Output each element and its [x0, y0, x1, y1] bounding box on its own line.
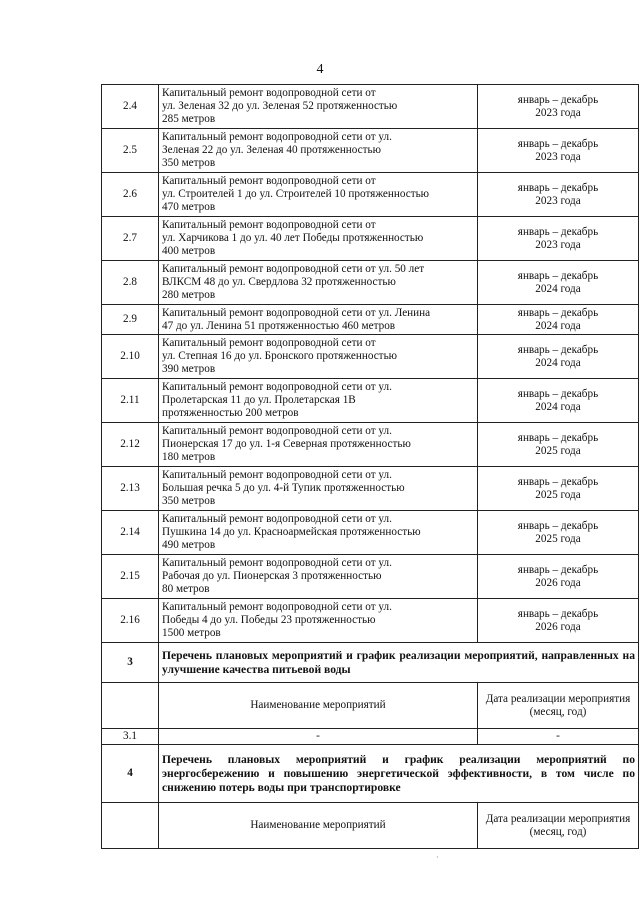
row-number: 2.11 [102, 379, 159, 423]
activity-name-line: Победы 4 до ул. Победы 23 протяженностью [162, 614, 376, 626]
activity-name-line: ул. Степная 16 до ул. Бронского протяженностью [162, 350, 398, 362]
activity-name-line: Капитальный ремонт водопроводной сети от ул. Ленина [162, 306, 431, 319]
row-name: - [159, 729, 478, 745]
row-number: 2.15 [102, 555, 159, 599]
section-4-header-date: Дата реализации мероприятия (месяц, год) [478, 803, 639, 849]
date-line: 2026 года [535, 576, 581, 589]
section-3-title: Перечень плановых мероприятий и график реализации мероприятий, направленных на улучшение качества питьевой воды [159, 643, 639, 683]
date-line: 2023 года [535, 238, 581, 251]
table-row [102, 555, 639, 599]
section-3-header-name: Наименование мероприятий [159, 683, 478, 729]
activity-name-line: Капитальный ремонт водопроводной сети от ул. [162, 513, 392, 525]
activity-name-line: 285 метров [162, 113, 216, 125]
section-3-header-date: Дата реализации мероприятия (месяц, год) [478, 683, 639, 729]
date-line: январь – декабрь [517, 137, 599, 150]
activity-name-line: ул. Зеленая 32 до ул. Зеленая 52 протяженностью [162, 100, 398, 112]
table-row [102, 261, 639, 305]
table-row [102, 423, 639, 467]
activity-name-line: 1500 метров [162, 627, 221, 639]
row-date [478, 467, 639, 511]
date-line: январь – декабрь [517, 563, 599, 576]
activity-name-line: Капитальный ремонт водопроводной сети от ул. [162, 601, 392, 613]
date-line: 2023 года [535, 106, 581, 119]
row-date [478, 85, 639, 129]
date-line: 2024 года [535, 400, 581, 413]
activity-name-line: Рабочая до ул. Пионерская 3 протяженностью [162, 570, 382, 582]
date-line: январь – декабрь [517, 181, 599, 194]
row-number: 2.9 [102, 305, 159, 335]
row-number: 2.14 [102, 511, 159, 555]
date-line: 2023 года [535, 194, 581, 207]
section-4-header-empty [102, 803, 159, 849]
row-date [478, 217, 639, 261]
row-activity-name [159, 217, 478, 261]
date-line: 2024 года [535, 282, 581, 295]
row-number: 2.5 [102, 129, 159, 173]
row-activity-name [159, 129, 478, 173]
date-line: январь – декабрь [517, 519, 599, 532]
activity-name-line: 350 метров [162, 495, 216, 507]
section-4-number: 4 [102, 745, 159, 803]
activity-name-line: 470 метров [162, 201, 216, 213]
date-line: 2023 года [535, 150, 581, 163]
activities-table-body [102, 85, 639, 849]
activity-name-line: 180 метров [162, 451, 216, 463]
section-3-row [102, 729, 639, 745]
activity-name-line: ул. Харчикова 1 до ул. 40 лет Победы протяженностью [162, 232, 424, 244]
activities-table [101, 84, 639, 849]
date-line: 2025 года [535, 488, 581, 501]
activity-name-line: Капитальный ремонт водопроводной сети от ул. [162, 381, 392, 393]
section-4-header-row [102, 803, 639, 849]
table-row [102, 511, 639, 555]
activity-name-line: Зеленая 22 до ул. Зеленая 40 протяженностью [162, 144, 381, 156]
table-row [102, 335, 639, 379]
row-number: 2.6 [102, 173, 159, 217]
activity-name-line: Пионерская 17 до ул. 1-я Северная протяженностью [162, 438, 411, 450]
table-row [102, 129, 639, 173]
row-activity-name [159, 379, 478, 423]
row-date [478, 423, 639, 467]
date-line: январь – декабрь [517, 607, 599, 620]
date-line: 2024 года [535, 319, 581, 332]
date-line: 2026 года [535, 620, 581, 633]
section-4-header-name: Наименование мероприятий [159, 803, 478, 849]
row-date [478, 335, 639, 379]
date-line: январь – декабрь [517, 225, 599, 238]
section-3-number: 3 [102, 643, 159, 683]
row-activity-name [159, 555, 478, 599]
activity-name-line: Пролетарская 11 до ул. Пролетарская 1В [162, 394, 356, 406]
row-date [478, 261, 639, 305]
row-activity-name [159, 305, 478, 335]
row-number: 2.8 [102, 261, 159, 305]
row-number: 3.1 [102, 729, 159, 745]
date-line: январь – декабрь [517, 431, 599, 444]
row-date [478, 173, 639, 217]
activity-name-line: Капитальный ремонт водопроводной сети от ул. [162, 469, 392, 481]
table-row [102, 85, 639, 129]
activity-name-line: протяженностью 200 метров [162, 407, 299, 419]
date-line: январь – декабрь [517, 93, 599, 106]
row-number: 2.16 [102, 599, 159, 643]
row-date [478, 511, 639, 555]
activity-name-line: Капитальный ремонт водопроводной сети от [162, 87, 376, 99]
date-line: 2024 года [535, 356, 581, 369]
row-date [478, 379, 639, 423]
date-line: январь – декабрь [517, 387, 599, 400]
row-activity-name [159, 423, 478, 467]
activity-name-line: Капитальный ремонт водопроводной сети от [162, 337, 376, 349]
row-activity-name [159, 467, 478, 511]
activity-name-line: 350 метров [162, 157, 216, 169]
activity-name-line: 80 метров [162, 583, 210, 595]
row-date [478, 599, 639, 643]
table-row [102, 305, 639, 335]
date-line: 2025 года [535, 532, 581, 545]
section-4-title-row [102, 745, 639, 803]
activity-name-line: Капитальный ремонт водопроводной сети от ул. [162, 131, 392, 143]
activity-name-line: ВЛКСМ 48 до ул. Свердлова 32 протяженностью [162, 276, 396, 288]
date-line: 2025 года [535, 444, 581, 457]
scan-speck: · [436, 853, 439, 862]
row-number: 2.10 [102, 335, 159, 379]
activity-name-line: Пушкина 14 до ул. Красноармейская протяженностью [162, 526, 421, 538]
section-3-header-empty [102, 683, 159, 729]
row-date [478, 305, 639, 335]
row-activity-name [159, 335, 478, 379]
activity-name-line: 490 метров [162, 539, 216, 551]
date-line: январь – декабрь [517, 343, 599, 356]
row-activity-name [159, 599, 478, 643]
date-line: январь – декабрь [517, 306, 599, 319]
row-activity-name [159, 173, 478, 217]
row-number: 2.7 [102, 217, 159, 261]
page-number: 4 [316, 62, 324, 77]
activity-name-line: Капитальный ремонт водопроводной сети от ул. [162, 557, 392, 569]
date-line: январь – декабрь [517, 269, 599, 282]
activity-name-line: 390 метров [162, 363, 216, 375]
row-date [478, 129, 639, 173]
row-date: - [478, 729, 639, 745]
table-row [102, 173, 639, 217]
row-activity-name [159, 261, 478, 305]
row-activity-name [159, 511, 478, 555]
section-4-title: Перечень плановых мероприятий и график реализации мероприятий по энергосбережению и повышению энергетической эффективности, в том числе по снижению потерь воды при транспортировке [159, 745, 639, 803]
activity-name-line: Капитальный ремонт водопроводной сети от ул. [162, 425, 392, 437]
section-3-header-row [102, 683, 639, 729]
row-number: 2.4 [102, 85, 159, 129]
activity-name-line: Капитальный ремонт водопроводной сети от [162, 175, 376, 187]
activity-name-line: Капитальный ремонт водопроводной сети от [162, 219, 376, 231]
activity-name-line: Капитальный ремонт водопроводной сети от ул. 50 лет [162, 263, 425, 275]
row-number: 2.13 [102, 467, 159, 511]
activity-name-line: ул. Строителей 1 до ул. Строителей 10 протяженностью [162, 188, 430, 200]
activity-name-line: 47 до ул. Ленина 51 протяженностью 460 метров [162, 319, 396, 332]
date-line: январь – декабрь [517, 475, 599, 488]
row-date [478, 555, 639, 599]
activity-name-line: Большая речка 5 до ул. 4-й Тупик протяженностью [162, 482, 405, 494]
section-3-title-row [102, 643, 639, 683]
row-number: 2.12 [102, 423, 159, 467]
activity-name-line: 280 метров [162, 289, 216, 301]
row-activity-name [159, 85, 478, 129]
table-row [102, 599, 639, 643]
table-row [102, 379, 639, 423]
table-row [102, 467, 639, 511]
table-row [102, 217, 639, 261]
activity-name-line: 400 метров [162, 245, 216, 257]
